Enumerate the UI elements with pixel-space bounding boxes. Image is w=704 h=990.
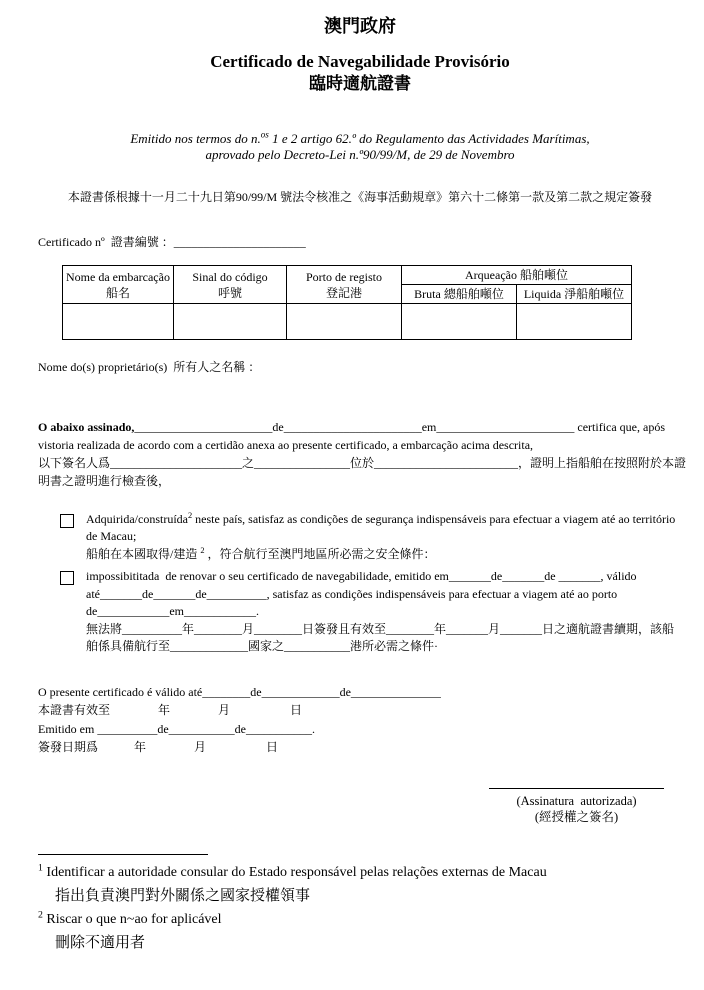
declaration-blank-title: _______________________ [283,419,422,434]
option-renewal-impossible [38,568,682,656]
col-vessel-name-pt: Nome da embarcação [66,269,170,284]
legal-basis-pt-line1-rest: 1 e 2 artigo 62.º do Regulamento das Actividades Marítimas, [268,131,590,146]
footnotes-block [38,854,682,956]
validity-cn-line: 本證書有效至 年 月 日 [38,703,303,718]
owner-name-label: Nome do(s) proprietário(s) 所有人之名稱 ： [38,360,261,375]
option1-footnote-ref: 2 [187,510,193,520]
signature-label-cn: (經授權之簽名) [534,809,619,824]
col-call-sign-header [174,266,287,304]
declaration-cn-blank-place: ________________________ [374,455,519,470]
issue-date-cn-line: 簽發日期爲 年 月 日 [38,740,279,755]
col-gross-tonnage-pt: Bruta [414,287,441,302]
option2-pt-text: impossibititada de renovar o seu certificado de navegabilidade, emitido em_______de_______de _______, válido até_______de_______de__________, satisfaz as condições indispensáveis para efectuar a viagem até ao porto de____________em____________. [86,569,640,619]
declaration-cn-blank-name: ______________________ [110,455,243,470]
option1-pt-pre: Adquirida/construída [86,511,188,526]
col-port-registry-header [287,266,402,304]
port-registry-cell [287,304,402,340]
vessel-name-cell [63,304,174,340]
vessel-table [62,265,632,340]
col-tonnage-cn: 船舶噸位 [519,268,568,283]
declaration-cn-rest: ，證明上指船舶在按照附於本證明書之證明進行檢查後， [38,455,687,488]
call-sign-cell [174,304,287,340]
validity-block [38,683,682,757]
declaration-word-de: de [272,419,284,434]
col-tonnage-header [402,266,632,285]
option1-cn-footnote-ref: 2 [200,545,205,555]
declaration-cn-blank-title: ________________ [254,455,351,470]
option1-cn-pre: 船舶在本國取得/建造 [86,546,201,561]
declaration-blank-name: _______________________ [134,419,273,434]
option2-cn-text: 無法將__________年________月________日簽發且有效至________年_______月_______日之適航證書續期，該船舶係具備航行至_____________國家之___________港所必需之條件· [86,621,675,654]
col-net-tonnage-cn: 淨船舶噸位 [564,287,625,302]
legal-basis-superscript: os [260,129,269,140]
declaration-cn-lead: 以下簽名人爲 [38,455,111,470]
col-net-tonnage-header [517,285,632,304]
certificate-number-blank: ______________________ [173,235,306,249]
footnote-1-marker: 1 [38,862,43,874]
declaration-lead: O abaixo assinado, [38,419,135,434]
col-tonnage-pt: Arqueação [465,268,517,283]
net-tonnage-cell [517,304,632,340]
gross-tonnage-cell [402,304,517,340]
certificate-number-line [38,234,682,251]
certificate-title-pt: Certificado de Navegabilidade Provisório [210,52,510,71]
signature-line [489,788,664,789]
col-gross-tonnage-header [402,285,517,304]
declaration-blank-place: _______________________ [436,419,575,434]
col-port-registry-cn: 登記港 [325,285,362,300]
legal-basis-pt-line1 [38,131,682,147]
certificate-title-cn: 臨時適航證書 [309,74,411,93]
footnote-1-pt [38,862,682,883]
table-header-row-1 [63,266,632,285]
legal-basis-pt-line1-pre: Emitido nos termos do n. [130,131,261,146]
footnote-1-pt-text: Identificar a autoridade consular do Estado responsável pelas relações externas de Macau [42,864,547,880]
table-data-row [63,304,632,340]
declaration-word-em: em [421,419,437,434]
option1-pt-rest: neste país, satisfaz as condições de segurança indispensáveis para efectuar a viagem até ao território de Macau; [86,511,679,544]
col-vessel-name-cn: 船名 [105,285,130,300]
footnote-separator [38,854,208,855]
footnote-2-cn: 刪除不適用者 [55,934,146,951]
legal-basis-block [38,131,682,205]
footnote-2-marker: 2 [38,909,43,921]
legal-basis-cn: 本證書係根據十一月二十九日第90/99/M 號法令核准之《海事活動規章》第六十二條第一款及第二款之規定簽發 [67,190,653,204]
renewal-impossible-checkbox[interactable] [60,571,74,585]
col-call-sign-pt: Sinal do código [192,269,268,284]
condition-options [38,511,682,656]
col-port-registry-pt: Porto de registo [306,269,382,284]
macau-government-title: 澳門政府 [324,16,396,36]
certificate-number-label: Certificado nº 證書編號 ： [38,235,174,249]
footnote-2-pt [38,909,682,930]
footnote-1-cn: 指出負責澳門對外關係之國家授權領事 [55,887,311,904]
legal-basis-pt-line2: aprovado pelo Decreto-Lei n.º90/99/M, de 29 de Novembro [205,147,515,162]
validity-pt-line: O presente certificado é válido até________de_____________de_______________ [38,684,441,699]
footnote-2-pt-text: Riscar o que n~ao for aplicável [42,911,222,927]
issue-date-pt-line: Emitido em __________de___________de___________. [38,721,315,736]
col-net-tonnage-pt: Liquida [523,287,562,302]
signature-block [479,788,674,825]
option1-cn-rest: ，符合航行至澳門地區所必需之安全條件： [204,546,436,561]
declaration-cn-word-located: 位於 [350,455,375,470]
col-call-sign-cn: 呼號 [217,285,242,300]
acquired-built-checkbox[interactable] [60,514,74,528]
option-acquired-built [38,511,682,564]
col-gross-tonnage-cn: 總船舶噸位 [443,287,504,302]
declaration-pt-rest: certifica que, após vistoria realizada de acordo com a certidão anexa ao presente certificado, a embarcação acima descrita, [38,419,668,452]
col-vessel-name-header [63,266,174,304]
signature-label-pt: (Assinatura autorizada) [516,793,637,808]
declaration-cn-word-of: 之 [242,455,255,470]
declaration-paragraph [38,418,694,490]
